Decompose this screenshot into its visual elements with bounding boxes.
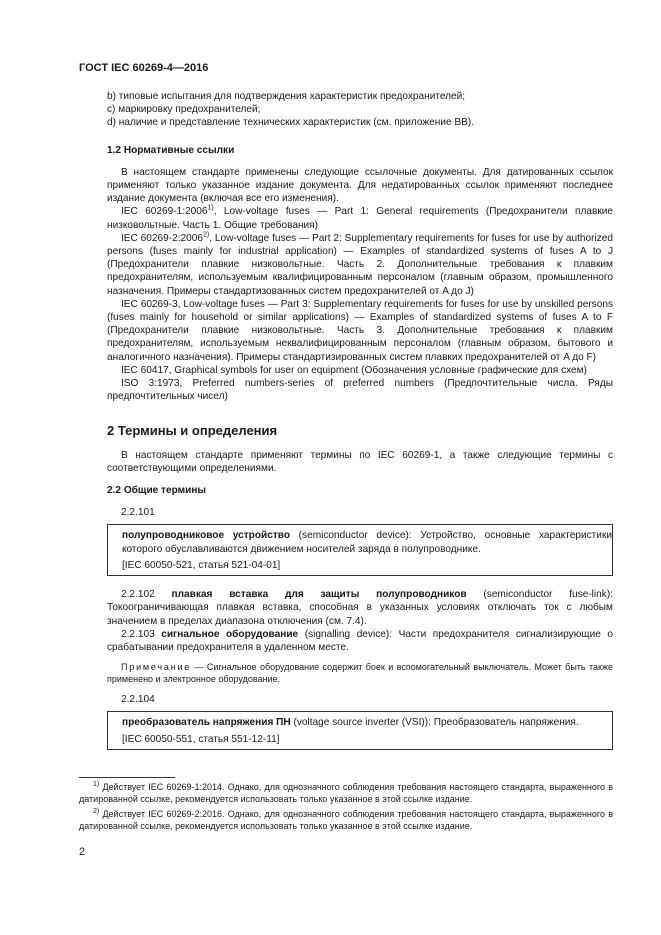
footnote-1 [79,782,613,805]
list-item-d: d) наличие и представление технических характеристик (см. приложение BB). [107,117,475,129]
page-number: 2 [79,846,86,858]
term-number-2-2-101: 2.2.101 [121,507,155,519]
footnote-2-text: Действует IEC 60269-2:2016. Однако, для однозначного соблюдения требования настоящего стандарта, выраженного в датированной ссылке, рекомендуется использовать только указанное в этой ссылке издание. [79,809,613,831]
footnotes [79,782,613,836]
term-number-2-2-104: 2.2.104 [121,694,155,706]
term-2-2-103 [107,628,613,654]
term-103-def: (signalling device): Части предохранителя сигнализирующие о срабатывании предохранителя в удаленном месте. [107,628,614,653]
term-103: сигнальное оборудование [161,628,299,640]
section-heading-1-2: 1.2 Нормативные ссылки [107,144,235,156]
note-text: — Сигнальное оборудование содержит боек и вспомогательный выключатель. Может быть также применено и электронное оборудование. [107,662,613,685]
footnote-2-mark: 2) [93,808,100,815]
term-103-num: 2.2.103 [121,628,162,640]
footnote-1-text: Действует IEC 60269-1:2014. Однако, для однозначного соблюдения требования настоящего стандарта, выраженного в датированной ссылке, рекомендуется использовать только указанное в этой ссылке издание. [79,782,613,804]
document-header: ГОСТ IEC 60269-4—2016 [79,62,209,74]
term-2-2-102 [107,588,613,628]
reference-4: IEC 60417, Graphical symbols for user on equipment (Обозначения условные графические для схем) [121,364,587,376]
term-102-def: (semiconductor fuse-link): Токоограничивающая плавкая вставка, способная в указанных условиях отключать ток с любым значением в пределах диапазона отключения (см. 7.4). [107,589,613,627]
term-definition-101 [122,529,612,555]
footnote-mark-1: 1) [207,205,214,213]
terms-intro: В настоящем стандарте применяют термины по IEC 60269-1, а также следующие термины с соответствующими определениями. [107,449,613,474]
footnote-mark-2: 2) [202,231,210,239]
reference-1 [107,205,613,231]
term-101-def: (semiconductor device): Устройство, основные характеристики которого обуславливаются движением носителей заряда в полупроводнике. [122,530,612,555]
term-104-source: [IEC 60050-551, статья 551-12-11] [122,733,280,745]
list-item-b: b) типовые испытания для подтверждения характеристик предохранителей; [107,91,466,102]
term-box-2-2-104 [107,711,613,749]
term-104: преобразователь напряжения ПН [122,717,291,729]
reference-2 [107,232,613,298]
term-101: полупроводниковое устройство [122,530,290,542]
subsection-heading-2-2: 2.2 Общие термины [107,485,207,497]
footnote-1-mark: 1) [93,781,100,788]
note [107,661,613,685]
term-104-def: (voltage source inverter (VSI)): Преобразователь напряжения. [290,717,579,729]
term-definition-104 [122,716,612,729]
reference-5: ISO 3:1973, Preferred numbers-series of preferred numbers (Предпочтительные числа. Ряды предпочтительных чисел) [107,378,613,403]
ref2-text: , Low-voltage fuses — Part 2: Supplementary requirements for fuses for use by authorized persons (fuses mainly for industrial application) — Examples of standardized systems of fuses A to J (Предохранители плавкие низковольтные. Часть 2. Дополнительные требования к плавким предохранителям, используемым квалифицированным персоналом (главным образом, промышленного назначения. Примеры стандартизованных систем предохранителей от A до J) [107,232,613,297]
ref1-code: IEC 60269-1:2006 [121,206,208,218]
term-box-2-2-101 [107,524,613,576]
list-item-c: c) маркировку предохранителей; [107,104,261,116]
term-102: плавкая вставка для защиты полупроводников [171,589,467,601]
page-content [107,90,613,750]
footnote-2 [79,809,613,832]
note-label: Примечание [121,662,192,673]
section-heading-2: 2 Термины и определения [107,423,278,439]
normative-intro: В настоящем стандарте применены следующие ссылочные документы. Для датированных ссылок применяют только указанное издание документа. Для недатированных ссылок применяют последнее издание документа (включая все его изменения). [107,166,613,205]
reference-3: IEC 60269-3, Low-voltage fuses — Part 3: Supplementary requirements for fuses for use by unskilled persons (fuses mainly for household or similar applications) — Examples of standardized systems of fuses A to F (Предохранители плавкие низковольтные. Часть 3. Дополнительные требования к плавким предохранителям, используемым неквалифицированным персоналом (главным образом, бытового и аналогичного назначения). Примеры стандартизированных систем плавких предохранителей от A до F) [107,298,613,363]
ref1-text: , Low-voltage fuses — Part 1: General requirements (Предохранители плавкие низковольтные. Часть 1. Общие требования) [107,206,614,231]
footnote-divider [79,777,175,778]
ref2-code: IEC 60269-2:2006 [121,232,203,244]
term-102-num: 2.2.102 [121,589,172,601]
term-101-source: [IEC 60050-521, статья 521-04-01] [122,559,281,571]
